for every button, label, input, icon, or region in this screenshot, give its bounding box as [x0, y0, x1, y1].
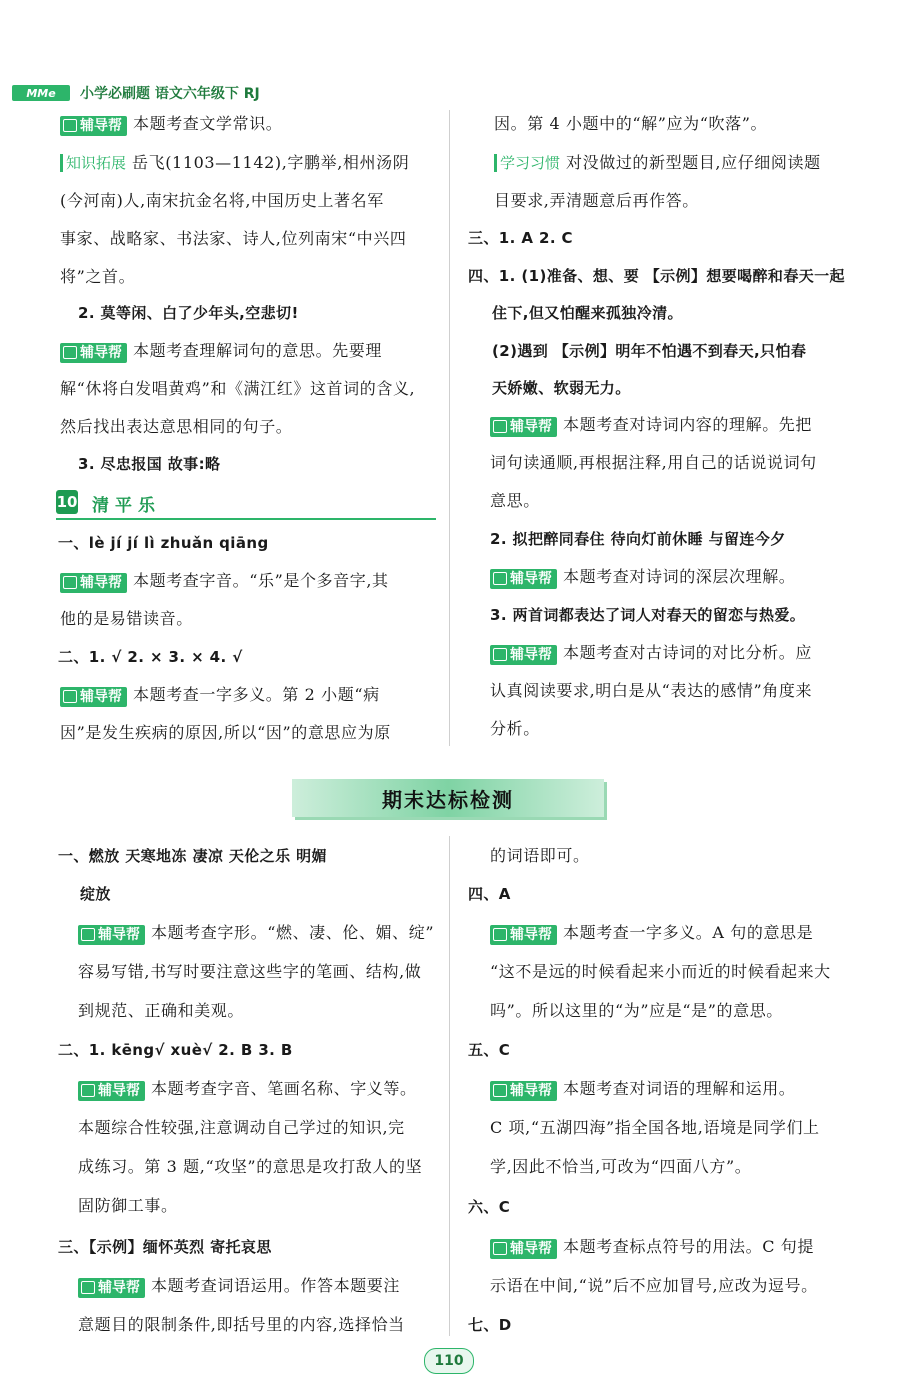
text: 本题考查一字多义。A 句的意思是 [563, 923, 814, 942]
text-line: (今河南)人,南宋抗金名将,中国历史上著名军 [60, 191, 384, 210]
fudaobang-tag [78, 1081, 145, 1101]
tag-label: 辅导帮 [98, 1279, 140, 1296]
book-icon [493, 420, 507, 433]
text-line: 因。第 4 小题中的“解”应为“吹落”。 [494, 114, 768, 133]
text: 本题考查字形。“燃、凄、伦、媚、绽” [151, 923, 435, 942]
text: 岳飞(1103—1142),字鹏举,相州汤阴 [132, 153, 410, 172]
answer-line: 五、C [468, 1041, 511, 1059]
text-line: 容易写错,书写时要注意这些字的笔画、结构,做 [78, 962, 422, 981]
book-icon [63, 119, 77, 132]
page-number: 110 [424, 1348, 474, 1374]
text: 本题考查一字多义。第 2 小题“病 [133, 685, 380, 704]
fudaobang-tag [490, 417, 557, 437]
text-line: 然后找出表达意思相同的句子。 [60, 417, 293, 436]
text-line: 学,因此不恰当,可改为“四面八方”。 [490, 1157, 752, 1176]
book-icon [81, 1281, 95, 1294]
text-line: 事家、战略家、书法家、诗人,位列南宋“中兴四 [60, 229, 407, 248]
answer-line: (2)遇到 【示例】明年不怕遇不到春天,只怕春 [492, 342, 807, 360]
tag-label: 辅导帮 [510, 1082, 552, 1099]
page-header [12, 82, 260, 104]
final-test-banner [292, 779, 604, 817]
tag-label: 辅导帮 [80, 117, 122, 134]
section-number: 10 [56, 490, 78, 514]
answer-line: 天娇嫩、软弱无力。 [492, 379, 631, 397]
answer-line: 三、【示例】缅怀英烈 寄托哀思 [58, 1238, 272, 1256]
section-title: 清平乐 [92, 496, 161, 516]
text-line: “这不是远的时候看起来小而近的时候看起来大 [490, 962, 831, 981]
fudaobang-tag [78, 1278, 145, 1298]
text-line [494, 152, 821, 174]
answer-line: 3. 尽忠报国 故事:略 [78, 455, 221, 473]
book-icon [81, 928, 95, 941]
tag-label: 辅导帮 [510, 1240, 552, 1257]
book-icon [63, 346, 77, 359]
text-line: 词句读通顺,再根据注释,用自己的话说说词句 [490, 453, 817, 472]
tag-label: 辅导帮 [98, 1082, 140, 1099]
fudaobang-tag [490, 1239, 557, 1259]
text-line: 示语在中间,“说”后不应加冒号,应改为逗号。 [490, 1276, 818, 1295]
tip-line [60, 684, 380, 707]
fudaobang-tag [490, 645, 557, 665]
fudaobang-tag [60, 687, 127, 707]
fudaobang-tag [490, 925, 557, 945]
text-line: 吗”。所以这里的“为”应是“是”的意思。 [490, 1001, 783, 1020]
fudaobang-tag [490, 1081, 557, 1101]
answer-line: 3. 两首词都表达了词人对春天的留恋与热爱。 [490, 606, 806, 624]
tip-line [490, 922, 813, 945]
column-divider-top [449, 110, 450, 746]
tip-line [490, 414, 812, 437]
study-habit-label: 学习习惯 [494, 154, 560, 172]
book-icon [63, 576, 77, 589]
answer-line: 三、1. A 2. C [468, 229, 573, 247]
header-logo [12, 85, 70, 101]
tag-label: 辅导帮 [98, 926, 140, 943]
text-line: 意思。 [490, 491, 540, 510]
tag-label: 辅导帮 [510, 570, 552, 587]
book-icon [493, 648, 507, 661]
answer-line: 四、1. (1)准备、想、要 【示例】想要喝醉和春天一起 [468, 267, 845, 285]
text: 本题考查文学常识。 [133, 114, 283, 133]
text-line: C 项,“五湖四海”指全国各地,语境是同学们上 [490, 1118, 820, 1137]
banner-title: 期末达标检测 [382, 787, 514, 812]
text-line: 到规范、正确和美观。 [78, 1001, 245, 1020]
answer-line: 四、A [468, 885, 511, 903]
text-line [60, 152, 409, 174]
text: 本题考查对古诗词的对比分析。应 [563, 643, 813, 662]
tag-label: 辅导帮 [510, 418, 552, 435]
answer-line: 六、C [468, 1198, 511, 1216]
knowledge-extension-label: 知识拓展 [60, 154, 126, 172]
text: 本题考查对诗词内容的理解。先把 [563, 415, 813, 434]
fudaobang-tag [60, 116, 127, 136]
book-icon [493, 928, 507, 941]
book-icon [493, 1084, 507, 1097]
answer-line: 一、lè jí jí lì zhuǎn qiāng [58, 534, 269, 552]
text: 本题考查对诗词的深层次理解。 [563, 567, 796, 586]
text: 本题考查词语运用。作答本题要注 [151, 1276, 401, 1295]
text: 对没做过的新型题目,应仔细阅读题 [566, 153, 821, 172]
book-icon [493, 572, 507, 585]
text-line: 成练习。第 3 题,“攻坚”的意思是攻打敌人的坚 [78, 1157, 423, 1176]
answer-line: 二、1. kēng√ xuè√ 2. B 3. B [58, 1041, 293, 1059]
tag-label: 辅导帮 [80, 688, 122, 705]
text-line: 意题目的限制条件,即括号里的内容,选择恰当 [78, 1315, 405, 1334]
tip-line [60, 113, 282, 136]
tag-label: 辅导帮 [80, 344, 122, 361]
text-line: 目要求,弄清题意后再作答。 [494, 191, 699, 210]
text-line: 因”是发生疾病的原因,所以“因”的意思应为原 [60, 723, 391, 742]
text-line: 他的是易错读音。 [60, 609, 193, 628]
answer-line: 2. 拟把醉同春住 待向灯前休睡 与留连今夕 [490, 530, 786, 548]
fudaobang-tag [60, 573, 127, 593]
section-heading [56, 488, 436, 520]
fudaobang-tag [60, 343, 127, 363]
answer-line: 七、D [468, 1316, 512, 1334]
text: 本题考查字音、笔画名称、字义等。 [151, 1079, 417, 1098]
answer-line: 二、1. √ 2. × 3. × 4. √ [58, 648, 243, 666]
book-icon [493, 1242, 507, 1255]
tag-label: 辅导帮 [80, 574, 122, 591]
text-line: 固防御工事。 [78, 1196, 178, 1215]
tip-line [490, 1078, 795, 1101]
text: 本题考查对词语的理解和运用。 [563, 1079, 796, 1098]
answer-line: 2. 莫等闲、白了少年头,空悲切! [78, 304, 299, 322]
tip-line [60, 340, 382, 363]
header-title: 小学必刷题 语文六年级下 RJ [80, 86, 260, 102]
fudaobang-tag [490, 569, 557, 589]
text: 本题考查标点符号的用法。C 句提 [563, 1237, 814, 1256]
tag-label: 辅导帮 [510, 926, 552, 943]
text: 本题考查理解词句的意思。先要理 [133, 341, 383, 360]
tip-line [490, 1236, 814, 1259]
tip-line [78, 1078, 417, 1101]
book-icon [81, 1084, 95, 1097]
tip-line [490, 566, 795, 589]
tip-line [490, 642, 812, 665]
tip-line [60, 570, 389, 593]
answer-line: 一、燃放 天寒地冻 凄凉 天伦之乐 明媚 [58, 847, 327, 865]
answer-line: 绽放 [80, 885, 111, 903]
text: 本题考查字音。“乐”是个多音字,其 [133, 571, 389, 590]
fudaobang-tag [78, 925, 145, 945]
book-icon [63, 690, 77, 703]
tag-label: 辅导帮 [510, 646, 552, 663]
answer-line: 住下,但又怕醒来孤独冷清。 [492, 304, 683, 322]
text-line: 本题综合性较强,注意调动自己学过的知识,完 [78, 1118, 405, 1137]
text-line: 分析。 [490, 719, 540, 738]
column-divider-bottom [449, 836, 450, 1336]
text-line: 将”之首。 [60, 267, 136, 286]
text-line: 认真阅读要求,明白是从“表达的感情”角度来 [490, 681, 813, 700]
tip-line [78, 922, 434, 945]
header-badge: MMe [26, 86, 56, 100]
tip-line [78, 1275, 400, 1298]
text-line: 的词语即可。 [490, 846, 590, 865]
text-line: 解“休将白发唱黄鸡”和《满江红》这首词的含义, [60, 379, 416, 398]
